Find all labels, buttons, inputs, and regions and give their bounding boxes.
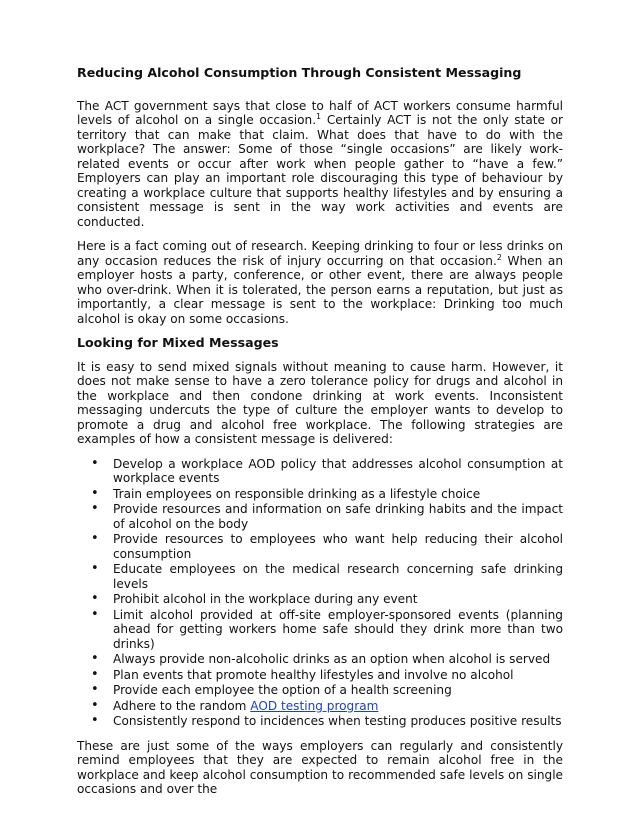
bullet-icon: • — [91, 591, 99, 606]
list-item-text: Develop a workplace AOD policy that addresses alcohol consumption at workplace events — [113, 456, 563, 485]
bullet-icon: • — [91, 651, 99, 666]
intro-text-b: Certainly ACT is not the only state or territory that can make that claim. What does that have to do with the workplace? The answer: Some of those “single occasions” are likely work-related events or occur after work when people gather to “have a few.” Employers can play an important role discouraging this type of behaviour by creating a workplace culture that supports healthy lifestyles and by ensuring a consistent message is sent in the way work activities and events are conducted. — [77, 113, 563, 229]
bullet-icon: • — [91, 666, 99, 682]
list-item-text: Limit alcohol provided at off-site employer-sponsored events (planning ahead for getting workers home safe should they drink more than two drinks) — [113, 607, 563, 651]
list-item-text: Adhere to the random — [113, 698, 251, 713]
research-text-b: When an employer hosts a party, conference, or other event, there are always people who over-drink. When it is tolerated, the person earns a reputation, but just as importantly, a clear message is sent to the workplace: Drinking too much alcohol is okay on some occasions. — [77, 253, 563, 326]
bullet-icon: • — [91, 606, 99, 622]
list-item-text: Train employees on responsible drinking as a lifestyle choice — [113, 486, 481, 501]
bullet-icon: • — [91, 713, 99, 728]
section-heading: Looking for Mixed Messages — [77, 335, 279, 350]
bullet-icon: • — [91, 531, 99, 546]
closing-paragraph: These are just some of the ways employers can regularly and consistently remind employees that they are expected to remain alcohol free in the workplace and keep alcohol consumption to recommended safe levels on single occasions and over the — [77, 738, 563, 796]
list-item-text: Plan events that promote healthy lifestyles and involve no alcohol — [113, 667, 514, 682]
list-item-text: Prohibit alcohol in the workplace during any event — [113, 592, 418, 606]
bullet-icon: • — [91, 682, 99, 697]
list-item-text: Provide resources and information on safe drinking habits and the impact of alcohol on the body — [113, 502, 563, 531]
bullet-icon: • — [91, 485, 99, 501]
list-item-text: Provide each employee the option of a health screening — [113, 683, 452, 697]
mixed-signals-paragraph: It is easy to send mixed signals without meaning to cause harm. However, it does not make sense to have a zero tolerance policy for drugs and alcohol in the workplace and then condone drinking at work events. Inconsistent messaging undercuts the type of culture the employer wants to develop to promote a drug and alcohol free workplace. The following strategies are examples of how a consistent message is delivered: — [77, 359, 563, 446]
intro-paragraph — [77, 99, 563, 230]
bullet-icon: • — [91, 561, 99, 576]
document-title: Reducing Alcohol Consumption Through Consistent Messaging — [77, 65, 522, 80]
list-item — [77, 487, 563, 502]
list-item — [77, 592, 563, 607]
list-item-text: Educate employees on the medical research concerning safe drinking levels — [113, 562, 563, 591]
research-paragraph — [77, 239, 563, 326]
footnote-ref-2: 2 — [496, 252, 502, 262]
list-item-text: Always provide non-alcoholic drinks as an option when alcohol is served — [113, 652, 551, 666]
aod-testing-program-link[interactable]: AOD testing program — [250, 698, 379, 713]
list-item — [77, 532, 563, 561]
bullet-icon: • — [91, 455, 99, 471]
list-item — [77, 457, 563, 486]
list-item — [77, 714, 563, 729]
list-item-aod-testing — [77, 699, 563, 714]
list-item — [77, 562, 563, 591]
footnote-ref-1: 1 — [316, 111, 322, 121]
list-item — [77, 608, 563, 652]
list-item-text: Consistently respond to incidences when testing produces positive results — [113, 714, 562, 728]
bullet-icon: • — [91, 697, 99, 713]
list-item-text: Provide resources to employees who want help reducing their alcohol consumption — [113, 532, 563, 561]
bullet-icon: • — [91, 501, 99, 516]
list-item — [77, 683, 563, 698]
list-item — [77, 652, 563, 667]
list-item — [77, 502, 563, 531]
intro-text-a: The ACT government says that close to half of ACT workers consume harmful levels of alcohol on a single occasion. — [77, 98, 563, 127]
document-page — [77, 66, 563, 807]
list-item — [77, 668, 563, 683]
research-text-a: Here is a fact coming out of research. Keeping drinking to four or less drinks on any occasion reduces the risk of injury occurring on that occasion. — [77, 239, 563, 268]
strategy-list — [77, 457, 563, 729]
